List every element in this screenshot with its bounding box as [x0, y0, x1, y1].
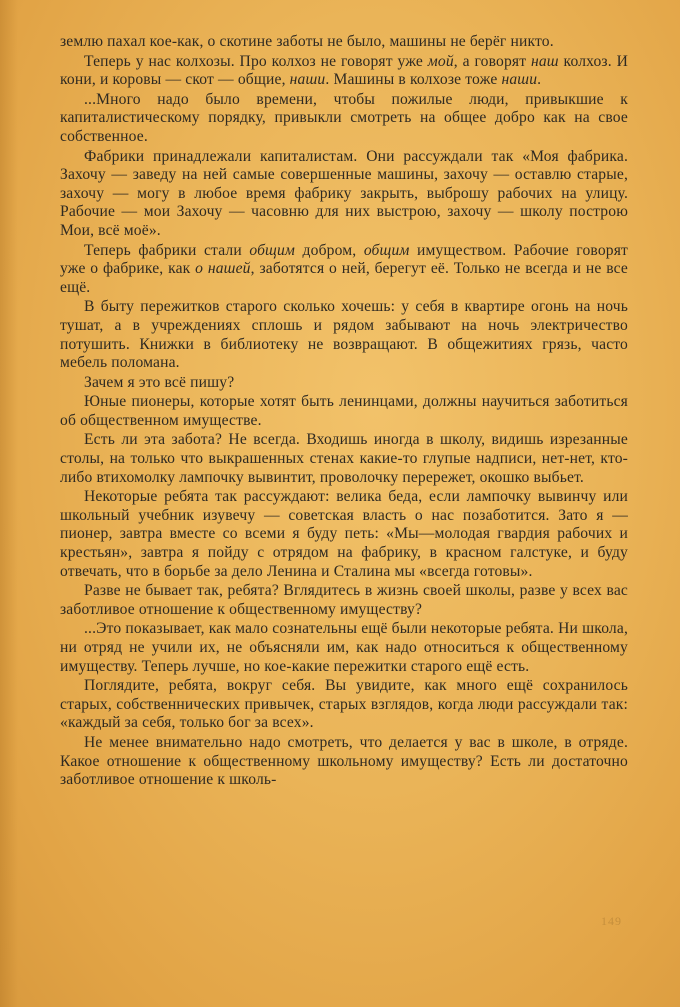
paragraph-text: Теперь фабрики стали: [84, 241, 250, 259]
italic-text: наш: [530, 52, 559, 70]
page-number: 149: [601, 914, 622, 928]
paragraph-text: Теперь у нас колхозы. Про колхоз не говорят уже: [84, 52, 428, 70]
paragraph: [60, 242, 628, 298]
italic-text: наши: [289, 71, 326, 89]
paragraph-text: землю пахал кое-как, о скотине заботы не было, машины не берёг никто.: [60, 33, 554, 50]
paragraph-text: , а говорят: [453, 52, 531, 70]
italic-text: о нашей: [195, 260, 251, 278]
paragraph-text: Разве не бывает так, ребята? Вглядитесь в жизнь своей школы, разве у всех вас заботливое отношение к общественному имуществу?: [60, 582, 628, 618]
paragraph-text: колхоз. И кони, и коровы — скот — общие,: [60, 52, 628, 89]
italic-text: общим: [249, 241, 296, 259]
paragraph: [60, 488, 628, 581]
paragraph: [60, 148, 628, 241]
paragraph: [60, 582, 628, 619]
paragraph: [60, 53, 628, 90]
italic-text: общим: [363, 241, 410, 259]
paragraph-text: Зачем я это всё пишу?: [84, 373, 235, 391]
italic-text: мой: [427, 52, 454, 70]
paragraph-text: Есть ли эта забота? Не всегда. Входишь иногда в школу, видишь изрезанные столы, на только что выкрашенных стенах какие-то глупые надписи, нет-нет, кто-либо втихомолку лампочку вывинтит, проволочку перережет, окошко выбьет.: [60, 431, 628, 486]
paragraph-text: .: [537, 71, 542, 89]
paragraph: [60, 91, 628, 147]
page-body-text: [60, 33, 628, 790]
paragraph-text: . Машины в колхозе тоже: [325, 71, 502, 89]
paragraph-text: Юные пионеры, которые хотят быть ленинцами, должны научиться заботиться об общественном имуществе.: [60, 393, 628, 429]
paragraph: [60, 393, 628, 430]
paragraph: [60, 374, 628, 393]
paragraph-text: Не менее внимательно надо смотреть, что делается у вас в школе, в отряде. Какое отношение к общественному школьному имуществу? Есть ли достаточно заботливое отношение к школь-: [60, 733, 628, 789]
paragraph: [60, 677, 628, 733]
italic-text: наши: [501, 71, 538, 89]
paragraph: [60, 620, 628, 676]
paragraph-text: Некоторые ребята так рассуждают: велика беда, если лампочку вывинчу или школьный учебник изувечу — советская власть о нас позаботится. Зато я — пионер, завтра вместе со всеми я буду петь: «Мы—молодая гвардия рабочих и крестьян», завтра я пойду с отрядом на фабрику, в красном галстуке, и буду отвечать, что в борьбе за дело Ленина и Сталина мы «всегда готовы».: [60, 488, 628, 580]
paragraph: [60, 734, 628, 790]
paragraph: [60, 33, 628, 52]
paragraph-text: ...Это показывает, как мало сознательны ещё были некоторые ребята. Ни школа, ни отряд не учили их, не объясняли им, как надо относиться к общественному имуществу. Теперь лучше, но кое-какие пережитки старого ещё есть.: [60, 620, 628, 675]
paragraph: [60, 431, 628, 487]
paragraph-text: имуществом. Рабочие говорят уже о фабрике, как: [60, 241, 629, 278]
paragraph-text: , заботятся о ней, берегут её. Только не всегда и не все ещё.: [60, 260, 628, 296]
paragraph-text: ...Много надо было времени, чтобы пожилые люди, привыкшие к капиталистическому порядку, привыкли смотреть на общее добро как на свое собственное.: [60, 90, 628, 145]
page-binding-shadow: [0, 0, 18, 1007]
paragraph-text: В быту пережитков старого сколько хочешь: у себя в квартире огонь на ночь тушат, а в учреждениях сплошь и рядом забывают на ночь электричество потушить. Книжки в библиотеку не возвращают. В общежитиях грязь, часто мебель поломана.: [60, 298, 628, 372]
paragraph-text: Фабрики принадлежали капиталистам. Они рассуждали так «Моя фабрика. Захочу — заведу на ней самые совершенные машины, захочу — оставлю старые, захочу — могу в любое время фабрику закрыть, выброшу рабочих на улицу. Рабочие — мои Захочу — часовню для них выстрою, захочу — школу построю Мои, всё моё».: [60, 147, 628, 239]
paragraph-text: добром,: [295, 241, 364, 259]
paragraph: [60, 298, 628, 372]
paragraph-text: Поглядите, ребята, вокруг себя. Вы увидите, как много ещё сохранилось старых, собственнических привычек, старых взглядов, когда люди рассуждали так: «каждый за себя, только бог за всех».: [60, 677, 628, 732]
